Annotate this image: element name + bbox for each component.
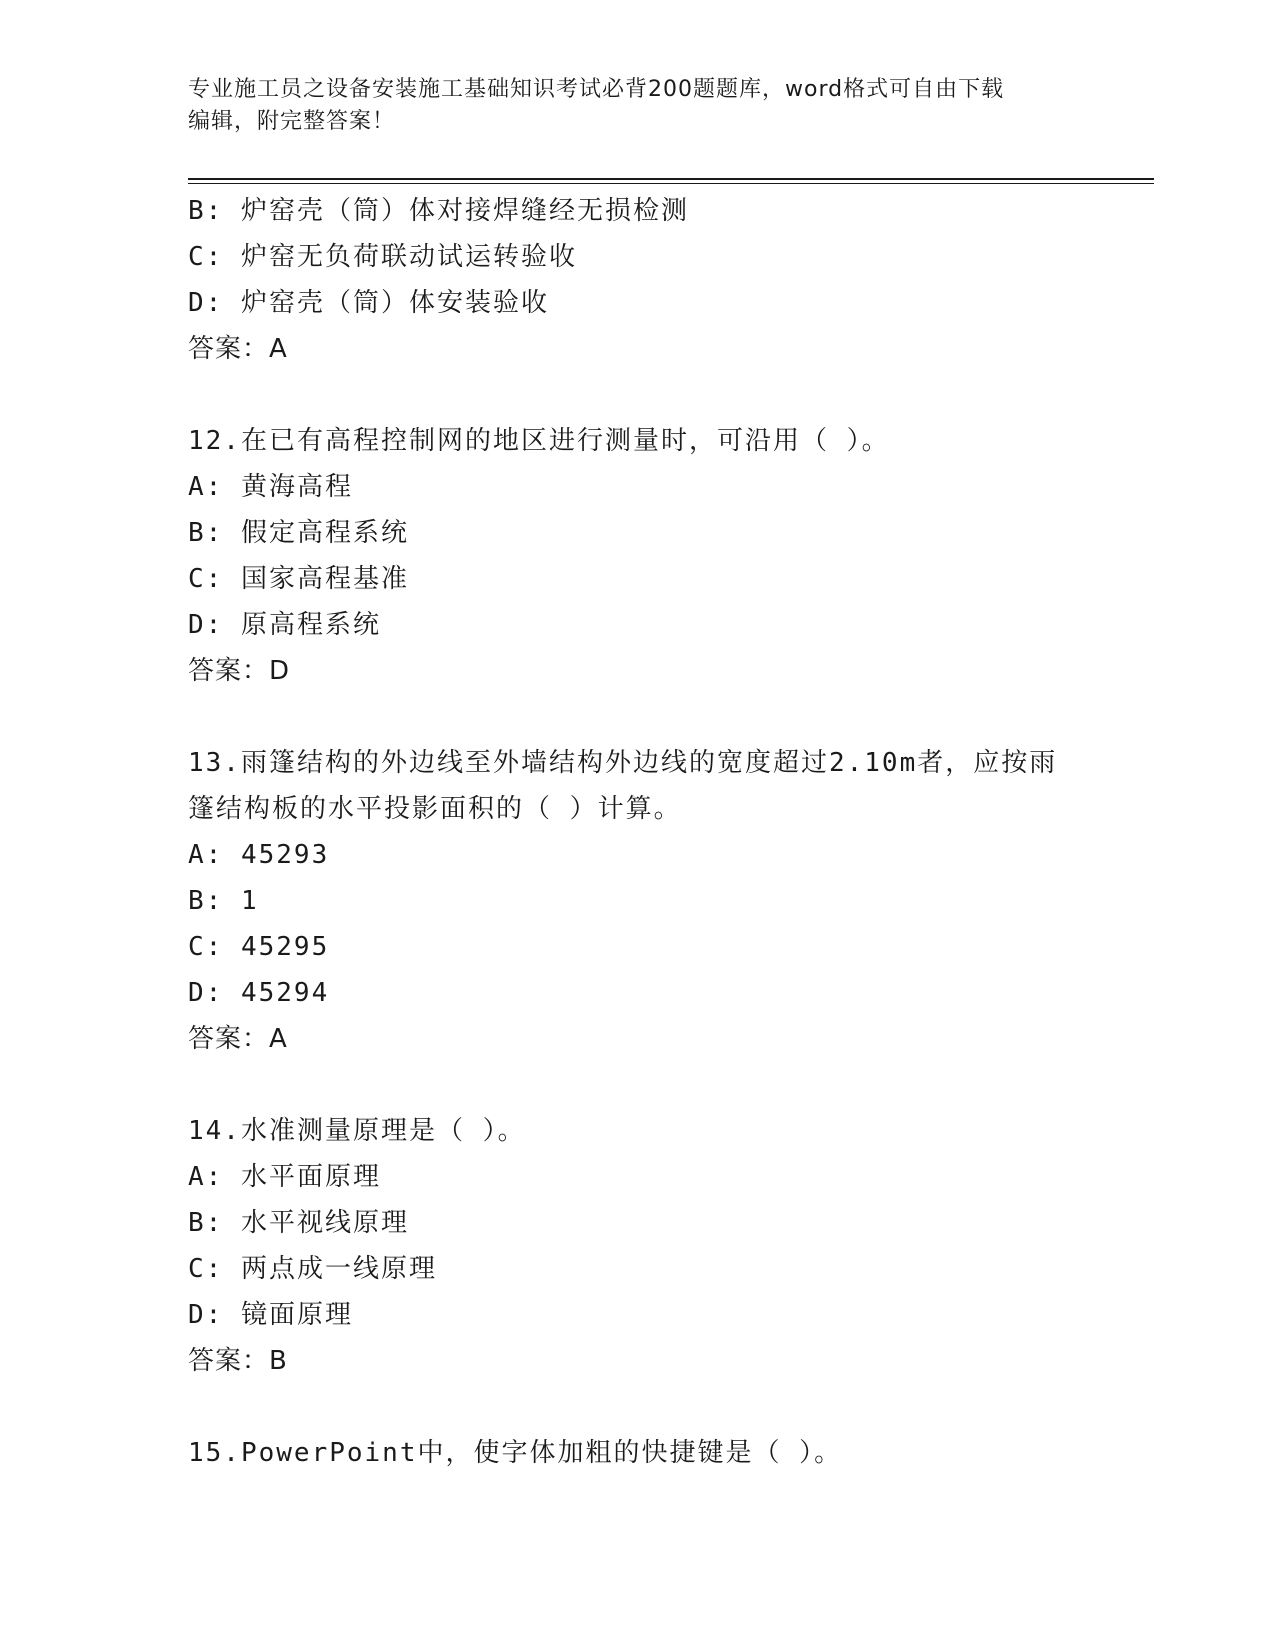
option-b: B: 炉窑壳（筒）体对接焊缝经无损检测 (188, 196, 689, 226)
option-c: C: 国家高程基准 (188, 564, 409, 594)
header-line-1: 专业施工员之设备安装施工基础知识考试必背200题题库，word格式可自由下载 (188, 77, 1005, 102)
spacer (188, 694, 1148, 740)
option-d: D: 原高程系统 (188, 610, 381, 640)
question-12-block (188, 418, 1148, 694)
option-a: A: 黄海高程 (188, 472, 353, 502)
header-line-2: 编辑，附完整答案！ (188, 109, 396, 134)
answer-line: 答案：D (188, 656, 291, 686)
option-b: B: 水平视线原理 (188, 1208, 409, 1238)
header-divider-thin (188, 183, 1154, 184)
question-stem: 12.在已有高程控制网的地区进行测量时，可沿用（ ）。 (188, 426, 890, 456)
question-stem-line-1: 13.雨篷结构的外边线至外墙结构外边线的宽度超过2.10m者，应按雨 (188, 748, 1058, 778)
answer-line: 答案：A (188, 1024, 288, 1054)
spacer (188, 372, 1148, 418)
answer-line: 答案：A (188, 334, 288, 364)
question-stem-line-2: 篷结构板的水平投影面积的（ ）计算。 (188, 794, 682, 824)
question-11-block (188, 188, 1148, 372)
question-stem: 15.PowerPoint中，使字体加粗的快捷键是（ ）。 (188, 1438, 843, 1468)
option-d: D: 炉窑壳（筒）体安装验收 (188, 288, 549, 318)
option-d: D: 45294 (188, 978, 330, 1008)
option-b: B: 1 (188, 886, 259, 916)
question-stem: 14.水准测量原理是（ ）。 (188, 1116, 526, 1146)
header-divider-thick (188, 178, 1154, 180)
spacer (188, 1062, 1148, 1108)
option-a: A: 水平面原理 (188, 1162, 381, 1192)
option-d: D: 镜面原理 (188, 1300, 353, 1330)
option-c: C: 45295 (188, 932, 330, 962)
question-13-block (188, 740, 1148, 1062)
document-header (188, 74, 1088, 138)
spacer (188, 1384, 1148, 1430)
option-c: C: 炉窑无负荷联动试运转验收 (188, 242, 577, 272)
option-a: A: 45293 (188, 840, 330, 870)
question-content (188, 188, 1148, 1476)
answer-line: 答案：B (188, 1346, 288, 1376)
option-b: B: 假定高程系统 (188, 518, 409, 548)
question-15-block (188, 1430, 1148, 1476)
question-14-block (188, 1108, 1148, 1384)
option-c: C: 两点成一线原理 (188, 1254, 437, 1284)
